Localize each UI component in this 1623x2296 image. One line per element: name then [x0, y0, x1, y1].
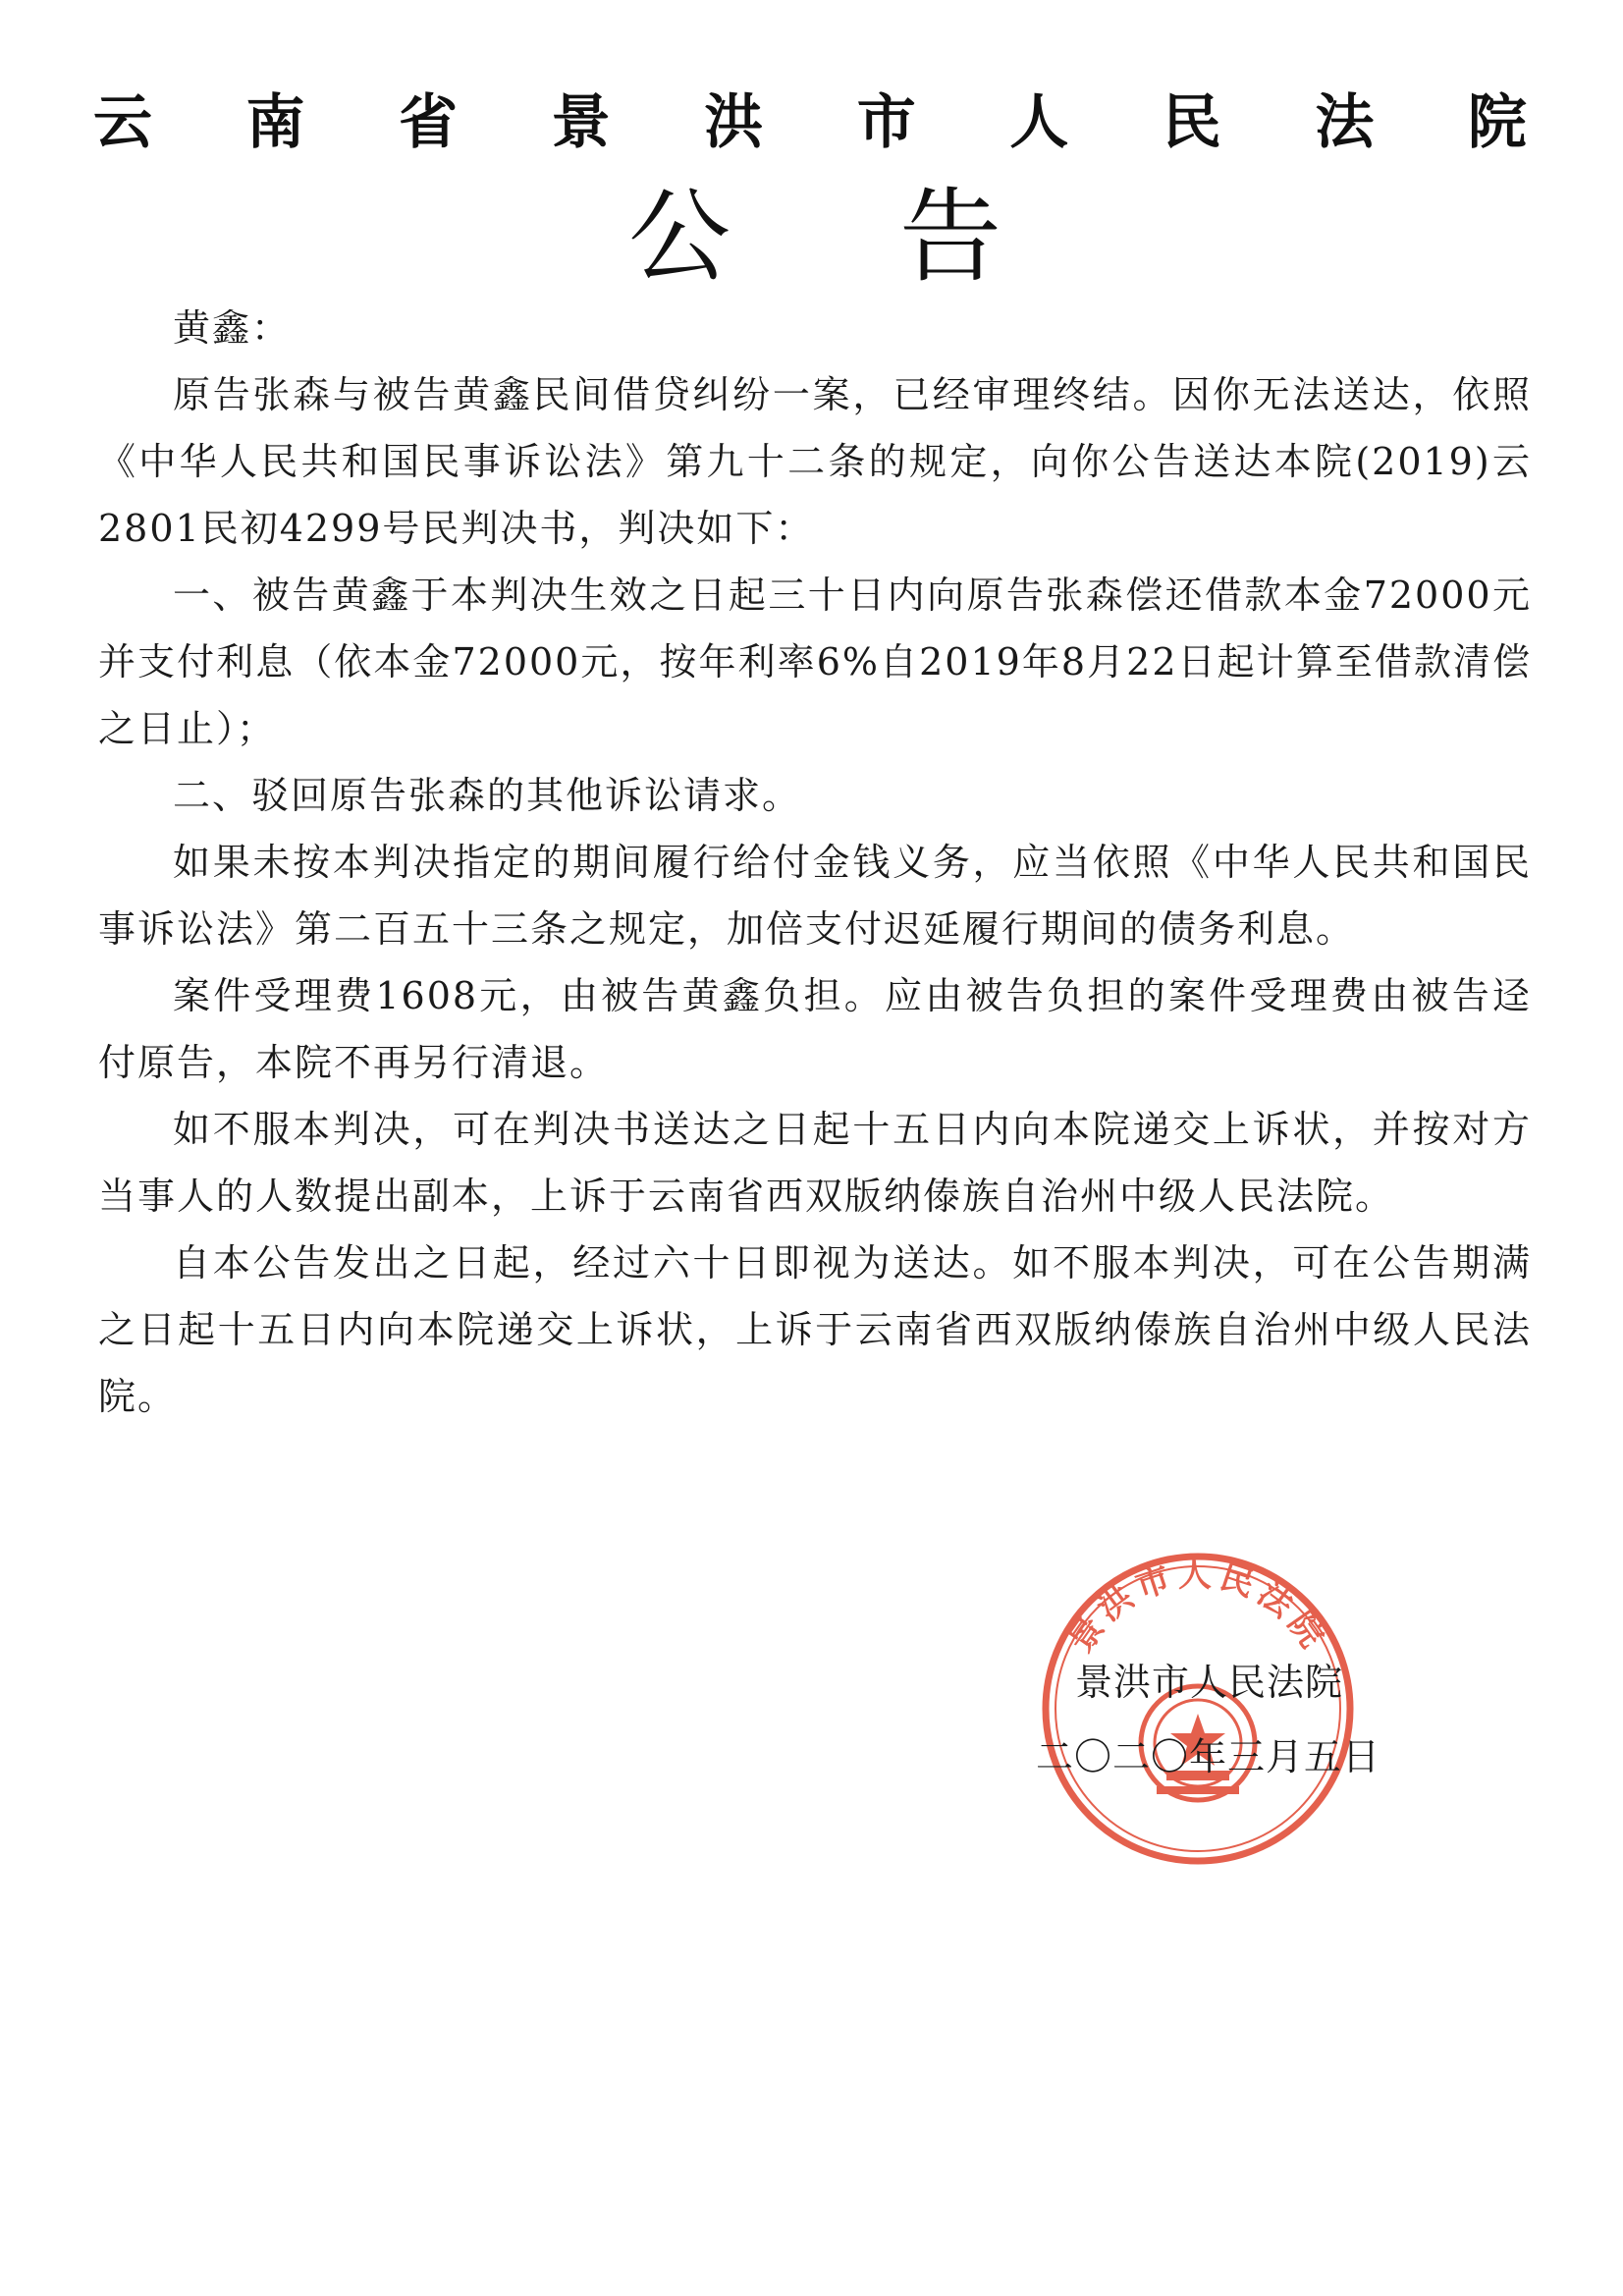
court-name-heading	[93, 71, 1527, 165]
court-name-char: 景	[551, 88, 611, 157]
signature-date: 二〇二〇年三月五日	[1036, 1735, 1381, 1778]
court-name-char: 南	[245, 88, 305, 157]
signature-court: 景洪市人民法院	[1075, 1661, 1344, 1704]
paragraph-case-fee: 案件受理费1608元，由被告黄鑫负担。应由被告负担的案件受理费由被告迳付原告，本院不再另行清退。	[98, 974, 1532, 1084]
notice-body	[98, 295, 1532, 1430]
paragraph-service-notice: 自本公告发出之日起，经过六十日即视为送达。如不服本判决，可在公告期满之日起十五日内向本院递交上诉状，上诉于云南省西双版纳傣族自治州中级人民法院。	[98, 1241, 1532, 1418]
signature-block	[1036, 1645, 1389, 1794]
court-name-char: 云	[93, 88, 152, 157]
paragraph-late-interest: 如果未按本判决指定的期间履行给付金钱义务，应当依照《中华人民共和国民事诉讼法》第二百五十三条之规定，加倍支付迟延履行期间的债务利息。	[98, 841, 1532, 951]
paragraph-judgment-item-2: 二、驳回原告张森的其他诉讼请求。	[173, 774, 802, 817]
notice-title-char: 公	[628, 177, 731, 297]
notice-title-char: 告	[898, 177, 1001, 297]
notice-title	[628, 169, 1001, 297]
addressee: 黄鑫：	[173, 306, 292, 350]
paragraph-case-summary: 原告张森与被告黄鑫民间借贷纠纷一案，已经审理终结。因你无法送达，依照《中华人民共和国民事诉讼法》第九十二条的规定，向你公告送达本院(2019)云2801民初4299号民判决书，判决如下：	[98, 373, 1532, 550]
paragraph-appeal-right: 如不服本判决，可在判决书送达之日起十五日内向本院递交上诉状，并按对方当事人的人数提出副本，上诉于云南省西双版纳傣族自治州中级人民法院。	[98, 1108, 1532, 1218]
court-name-char: 省	[399, 88, 459, 157]
court-name-char: 民	[1162, 88, 1221, 157]
court-name-char: 院	[1467, 88, 1527, 157]
court-name-char: 人	[1009, 88, 1069, 157]
court-name-char: 洪	[704, 88, 764, 157]
court-name-char: 市	[856, 88, 916, 157]
court-name-char: 法	[1315, 88, 1375, 157]
seal-text: 景洪市人民法院	[1060, 1556, 1335, 1660]
paragraph-judgment-item-1: 一、被告黄鑫于本判决生效之日起三十日内向原告张森偿还借款本金72000元并支付利息（依本金72000元，按年利率6%自2019年8月22日起计算至借款清偿之日止）；	[98, 574, 1532, 750]
